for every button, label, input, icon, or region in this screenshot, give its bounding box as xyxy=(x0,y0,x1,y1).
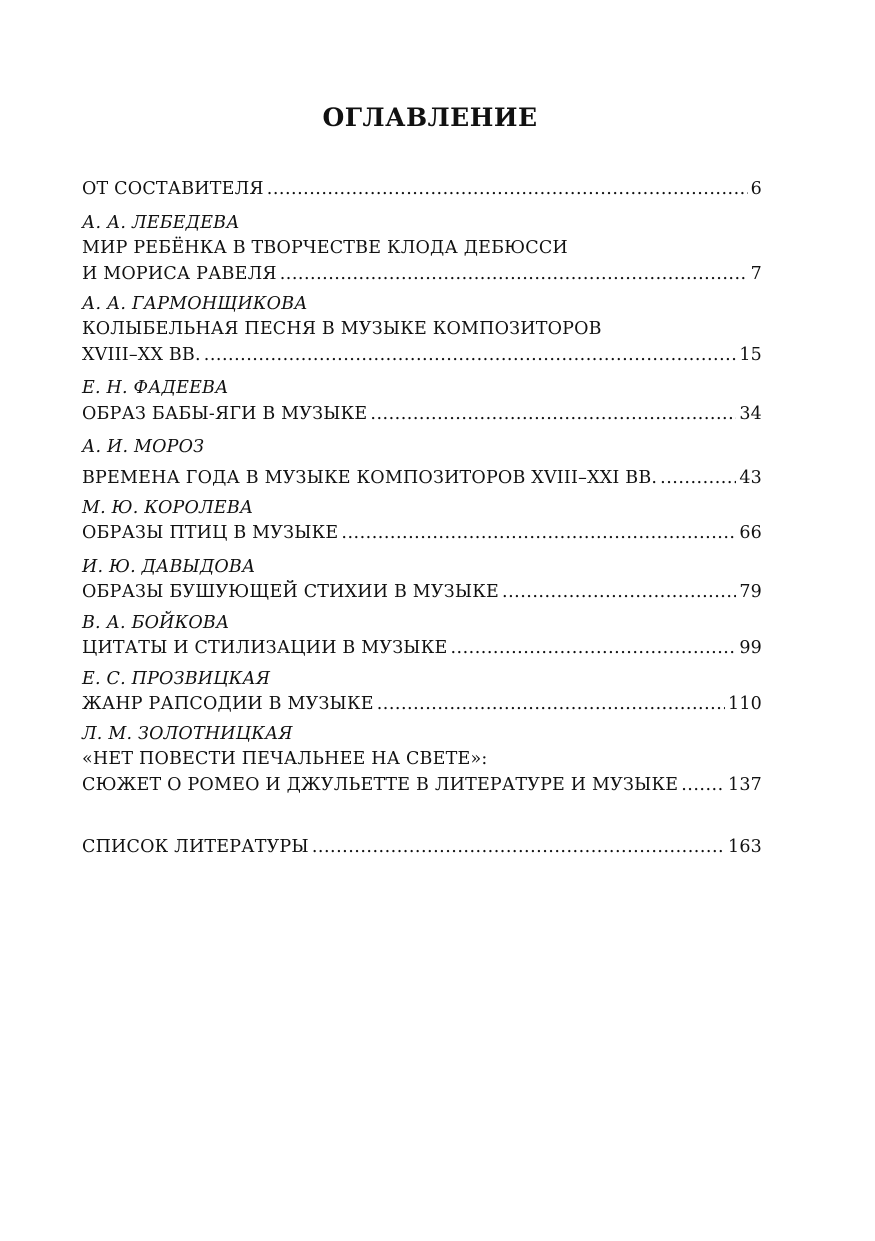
toc-entry-title-line: КОЛЫБЕЛЬНАЯ ПЕСНЯ В МУЗЫКЕ КОМПОЗИТОРОВ xyxy=(82,319,602,339)
toc-page-number: 7 xyxy=(750,264,762,284)
toc-entry-davydova[interactable] xyxy=(82,581,762,603)
toc-entry-title: ОБРАЗЫ ПТИЦ В МУЗЫКЕ xyxy=(82,523,339,543)
toc-entry-koroleva[interactable] xyxy=(82,522,762,544)
dot-leader xyxy=(280,263,748,285)
toc-entry-fadeeva[interactable] xyxy=(82,403,762,425)
toc-page-number: 79 xyxy=(739,582,762,602)
dot-leader xyxy=(377,693,725,715)
toc-entry-title: ОБРАЗЫ БУШУЮЩЕЙ СТИХИИ В МУЗЫКЕ xyxy=(82,582,499,602)
dot-leader xyxy=(660,467,736,489)
page-title: ОГЛАВЛЕНИЕ xyxy=(322,103,538,132)
toc-entry-title: СПИСОК ЛИТЕРАТУРЫ xyxy=(82,837,309,857)
toc-page-number: 34 xyxy=(739,404,762,424)
toc-entry-title: ОБРАЗ БАБЫ-ЯГИ В МУЗЫКЕ xyxy=(82,404,368,424)
toc-author: А. А. ЛЕБЕДЕВА xyxy=(82,213,240,233)
toc-entry-title-line: МИР РЕБЁНКА В ТВОРЧЕСТВЕ КЛОДА ДЕБЮССИ xyxy=(82,238,568,258)
toc-entry-title: СЮЖЕТ О РОМЕО И ДЖУЛЬЕТТЕ В ЛИТЕРАТУРЕ И МУЗЫКЕ xyxy=(82,775,679,795)
dot-leader xyxy=(681,774,725,796)
toc-entry-lebedeva[interactable] xyxy=(82,263,762,285)
toc-page-number: 6 xyxy=(750,179,762,199)
toc-entry-preface[interactable] xyxy=(82,178,762,200)
toc-entry-bibliography[interactable] xyxy=(82,836,762,858)
toc-author: В. А. БОЙКОВА xyxy=(82,613,230,633)
toc-author: И. Ю. ДАВЫДОВА xyxy=(82,557,256,577)
toc-page-number: 43 xyxy=(739,468,762,488)
toc-entry-title: XVIII–XX ВВ. xyxy=(82,345,201,365)
toc-entry-title-line: «НЕТ ПОВЕСТИ ПЕЧАЛЬНЕЕ НА СВЕТЕ»: xyxy=(82,749,488,769)
toc-entry-title: ВРЕМЕНА ГОДА В МУЗЫКЕ КОМПОЗИТОРОВ XVIII–XXI ВВ. xyxy=(82,468,658,488)
toc-page-number: 99 xyxy=(739,638,762,658)
toc-page-number: 137 xyxy=(727,775,762,795)
toc-page-number: 110 xyxy=(727,694,762,714)
toc-page-number: 163 xyxy=(727,837,762,857)
toc-author: М. Ю. КОРОЛЕВА xyxy=(82,498,254,518)
toc-entry-zolotnitskaya[interactable] xyxy=(82,774,762,796)
dot-leader xyxy=(341,522,736,544)
toc-author: Е. Н. ФАДЕЕВА xyxy=(82,378,229,398)
toc-entry-boykova[interactable] xyxy=(82,637,762,659)
toc-page-number: 66 xyxy=(739,523,762,543)
dot-leader xyxy=(370,403,736,425)
toc-author: Л. М. ЗОЛОТНИЦКАЯ xyxy=(82,724,293,744)
toc-entry-moroz[interactable] xyxy=(82,467,762,489)
toc-entry-prozvitskaya[interactable] xyxy=(82,693,762,715)
toc-entry-title: ОТ СОСТАВИТЕЛЯ xyxy=(82,179,264,199)
toc-page-number: 15 xyxy=(739,345,762,365)
toc-entry-title: ЦИТАТЫ И СТИЛИЗАЦИИ В МУЗЫКЕ xyxy=(82,638,448,658)
toc-entry-title: И МОРИСА РАВЕЛЯ xyxy=(82,264,277,284)
dot-leader xyxy=(204,344,737,366)
toc-author: Е. С. ПРОЗВИЦКАЯ xyxy=(82,669,271,689)
dot-leader xyxy=(450,637,736,659)
dot-leader xyxy=(312,836,725,858)
toc-entry-garmonshchikova[interactable] xyxy=(82,344,762,366)
toc-entry-title: ЖАНР РАПСОДИИ В МУЗЫКЕ xyxy=(82,694,374,714)
toc-author: А. А. ГАРМОНЩИКОВА xyxy=(82,294,308,314)
toc-author: А. И. МОРОЗ xyxy=(82,437,205,457)
dot-leader xyxy=(502,581,736,603)
dot-leader xyxy=(267,178,748,200)
